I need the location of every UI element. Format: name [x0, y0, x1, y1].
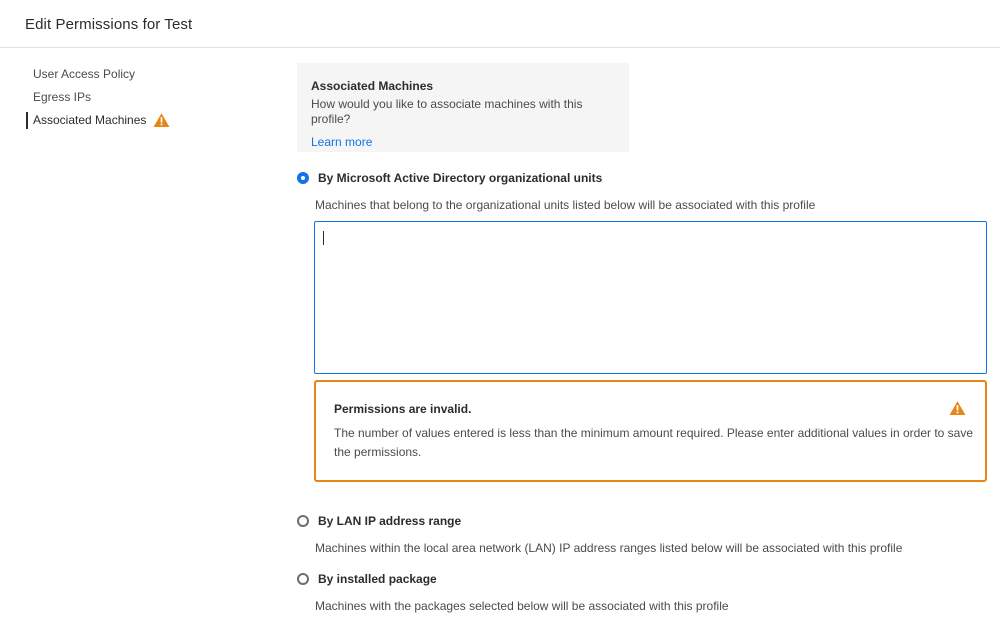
learn-more-link[interactable]: Learn more: [311, 135, 373, 149]
nav-item-label: Associated Machines: [33, 113, 147, 127]
nav-item-associated-machines[interactable]: [26, 111, 266, 134]
radio-lan-ip-range[interactable]: [297, 514, 461, 528]
validation-alert: [314, 380, 987, 482]
nav-item-label: Egress IPs: [33, 90, 92, 104]
alert-message: The number of values entered is less than the minimum amount required. Please enter additional values in order to save the permissions.: [334, 426, 974, 459]
org-units-textarea[interactable]: [314, 221, 987, 374]
radio-button[interactable]: [297, 573, 309, 585]
associated-machines-info: [297, 63, 629, 152]
nav-item-user-access-policy[interactable]: [26, 65, 266, 88]
page-header: [0, 0, 1000, 48]
page-title: Edit Permissions for Test: [25, 16, 193, 33]
radio-label: By LAN IP address range: [318, 514, 462, 528]
radio-description: Machines that belong to the organizational units listed below will be associated with this profile: [315, 198, 816, 212]
info-description: How would you like to associate machines with this profile?: [311, 97, 583, 126]
nav-item-label: User Access Policy: [33, 67, 136, 81]
text-caret: [323, 231, 324, 245]
nav-item-egress-ips[interactable]: [26, 88, 266, 111]
radio-installed-package[interactable]: [297, 572, 437, 586]
radio-ad-org-units[interactable]: [297, 171, 602, 185]
radio-button[interactable]: [297, 515, 309, 527]
radio-description: Machines within the local area network (LAN) IP address ranges listed below will be associated with this profile: [315, 541, 903, 555]
radio-label: By installed package: [318, 572, 437, 586]
warning-icon: [153, 112, 170, 128]
side-nav: [26, 65, 266, 134]
info-title: Associated Machines: [311, 79, 434, 93]
warning-icon: [949, 400, 966, 416]
radio-button-checked[interactable]: [297, 172, 309, 184]
alert-title: Permissions are invalid.: [334, 402, 472, 416]
radio-label: By Microsoft Active Directory organizational units: [318, 171, 603, 185]
radio-description: Machines with the packages selected below will be associated with this profile: [315, 599, 729, 613]
